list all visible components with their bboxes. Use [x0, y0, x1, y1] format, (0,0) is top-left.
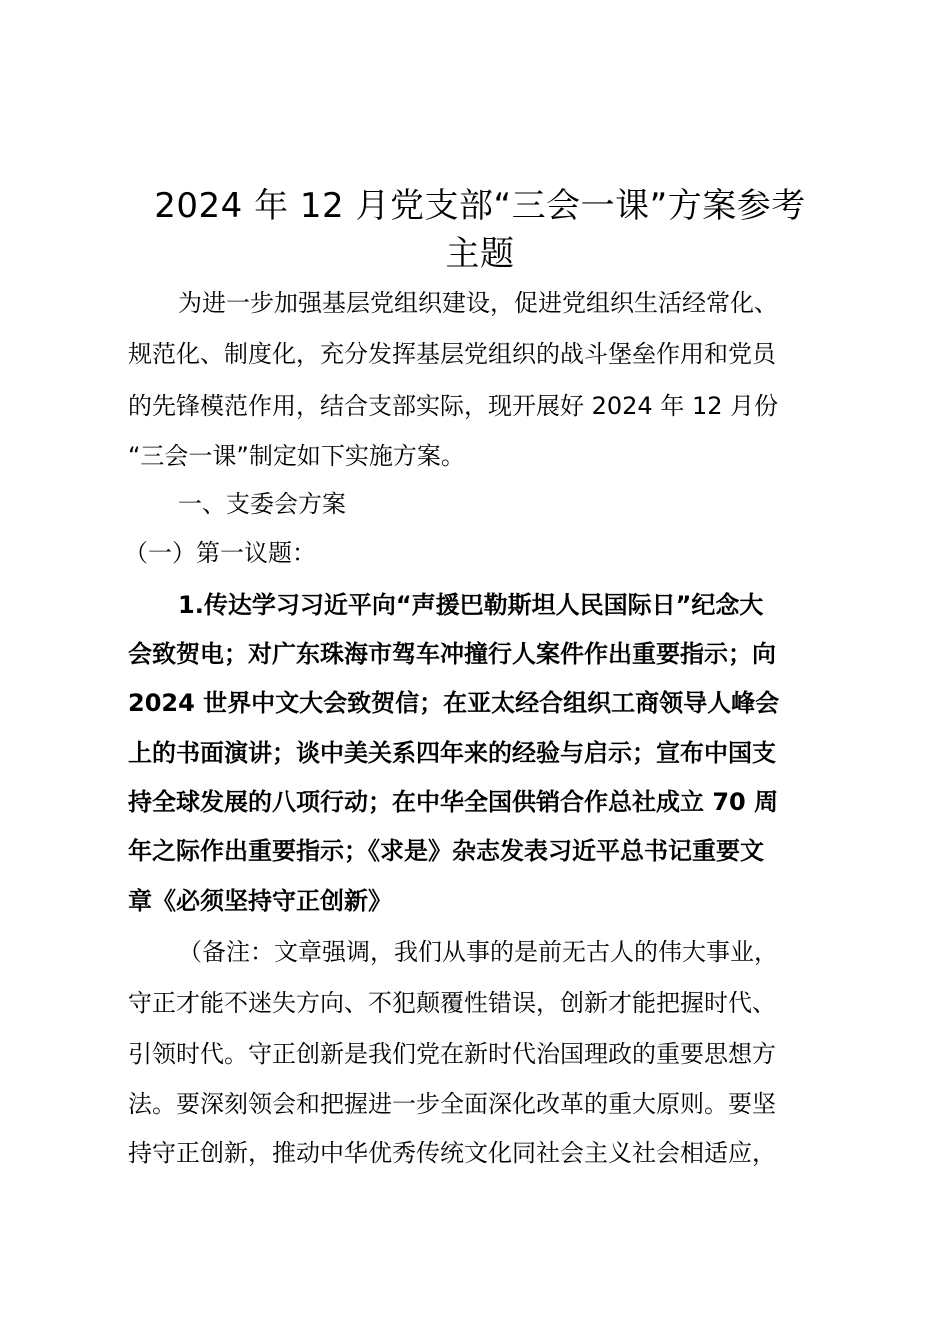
document-title-line-1: 2024 年 12 月党支部“三会一课”方案参考 — [154, 186, 806, 226]
topic-line: 1.传达学习习近平向“声援巴勒斯坦人民国际日”纪念大 — [178, 591, 764, 619]
topic-line: 持全球发展的八项行动；在中华全国供销合作总社成立 70 周 — [128, 788, 779, 816]
intro-line: 规范化、制度化，充分发挥基层党组织的战斗堡垒作用和党员 — [128, 340, 776, 368]
note-line: （备注：文章强调，我们从事的是前无古人的伟大事业， — [178, 938, 778, 966]
intro-line: 为进一步加强基层党组织建设，促进党组织生活经常化、 — [178, 289, 778, 317]
intro-line: “三会一课”制定如下实施方案。 — [128, 442, 465, 470]
section-heading: 一、支委会方案 — [178, 490, 346, 518]
topic-line: 章《必须坚持守正创新》 — [128, 887, 392, 915]
note-line: 守正才能不迷失方向、不犯颠覆性错误，创新才能把握时代、 — [128, 989, 776, 1017]
note-line: 持守正创新，推动中华优秀传统文化同社会主义社会相适应， — [128, 1139, 776, 1167]
topic-line: 会致贺电；对广东珠海市驾车冲撞行人案件作出重要指示；向 — [128, 640, 776, 668]
intro-line: 的先锋模范作用，结合支部实际，现开展好 2024 年 12 月份 — [128, 392, 779, 420]
topic-line: 上的书面演讲；谈中美关系四年来的经验与启示；宣布中国支 — [128, 739, 776, 767]
note-line: 法。要深刻领会和把握进一步全面深化改革的重大原则。要坚 — [128, 1090, 776, 1118]
subsection-heading: （一）第一议题： — [124, 539, 316, 567]
topic-line: 年之际作出重要指示；《求是》杂志发表习近平总书记重要文 — [128, 837, 764, 865]
note-line: 引领时代。守正创新是我们党在新时代治国理政的重要思想方 — [128, 1040, 776, 1068]
topic-line: 2024 世界中文大会致贺信；在亚太经合组织工商领导人峰会 — [128, 689, 780, 717]
document-title-line-2: 主题 — [445, 234, 515, 274]
